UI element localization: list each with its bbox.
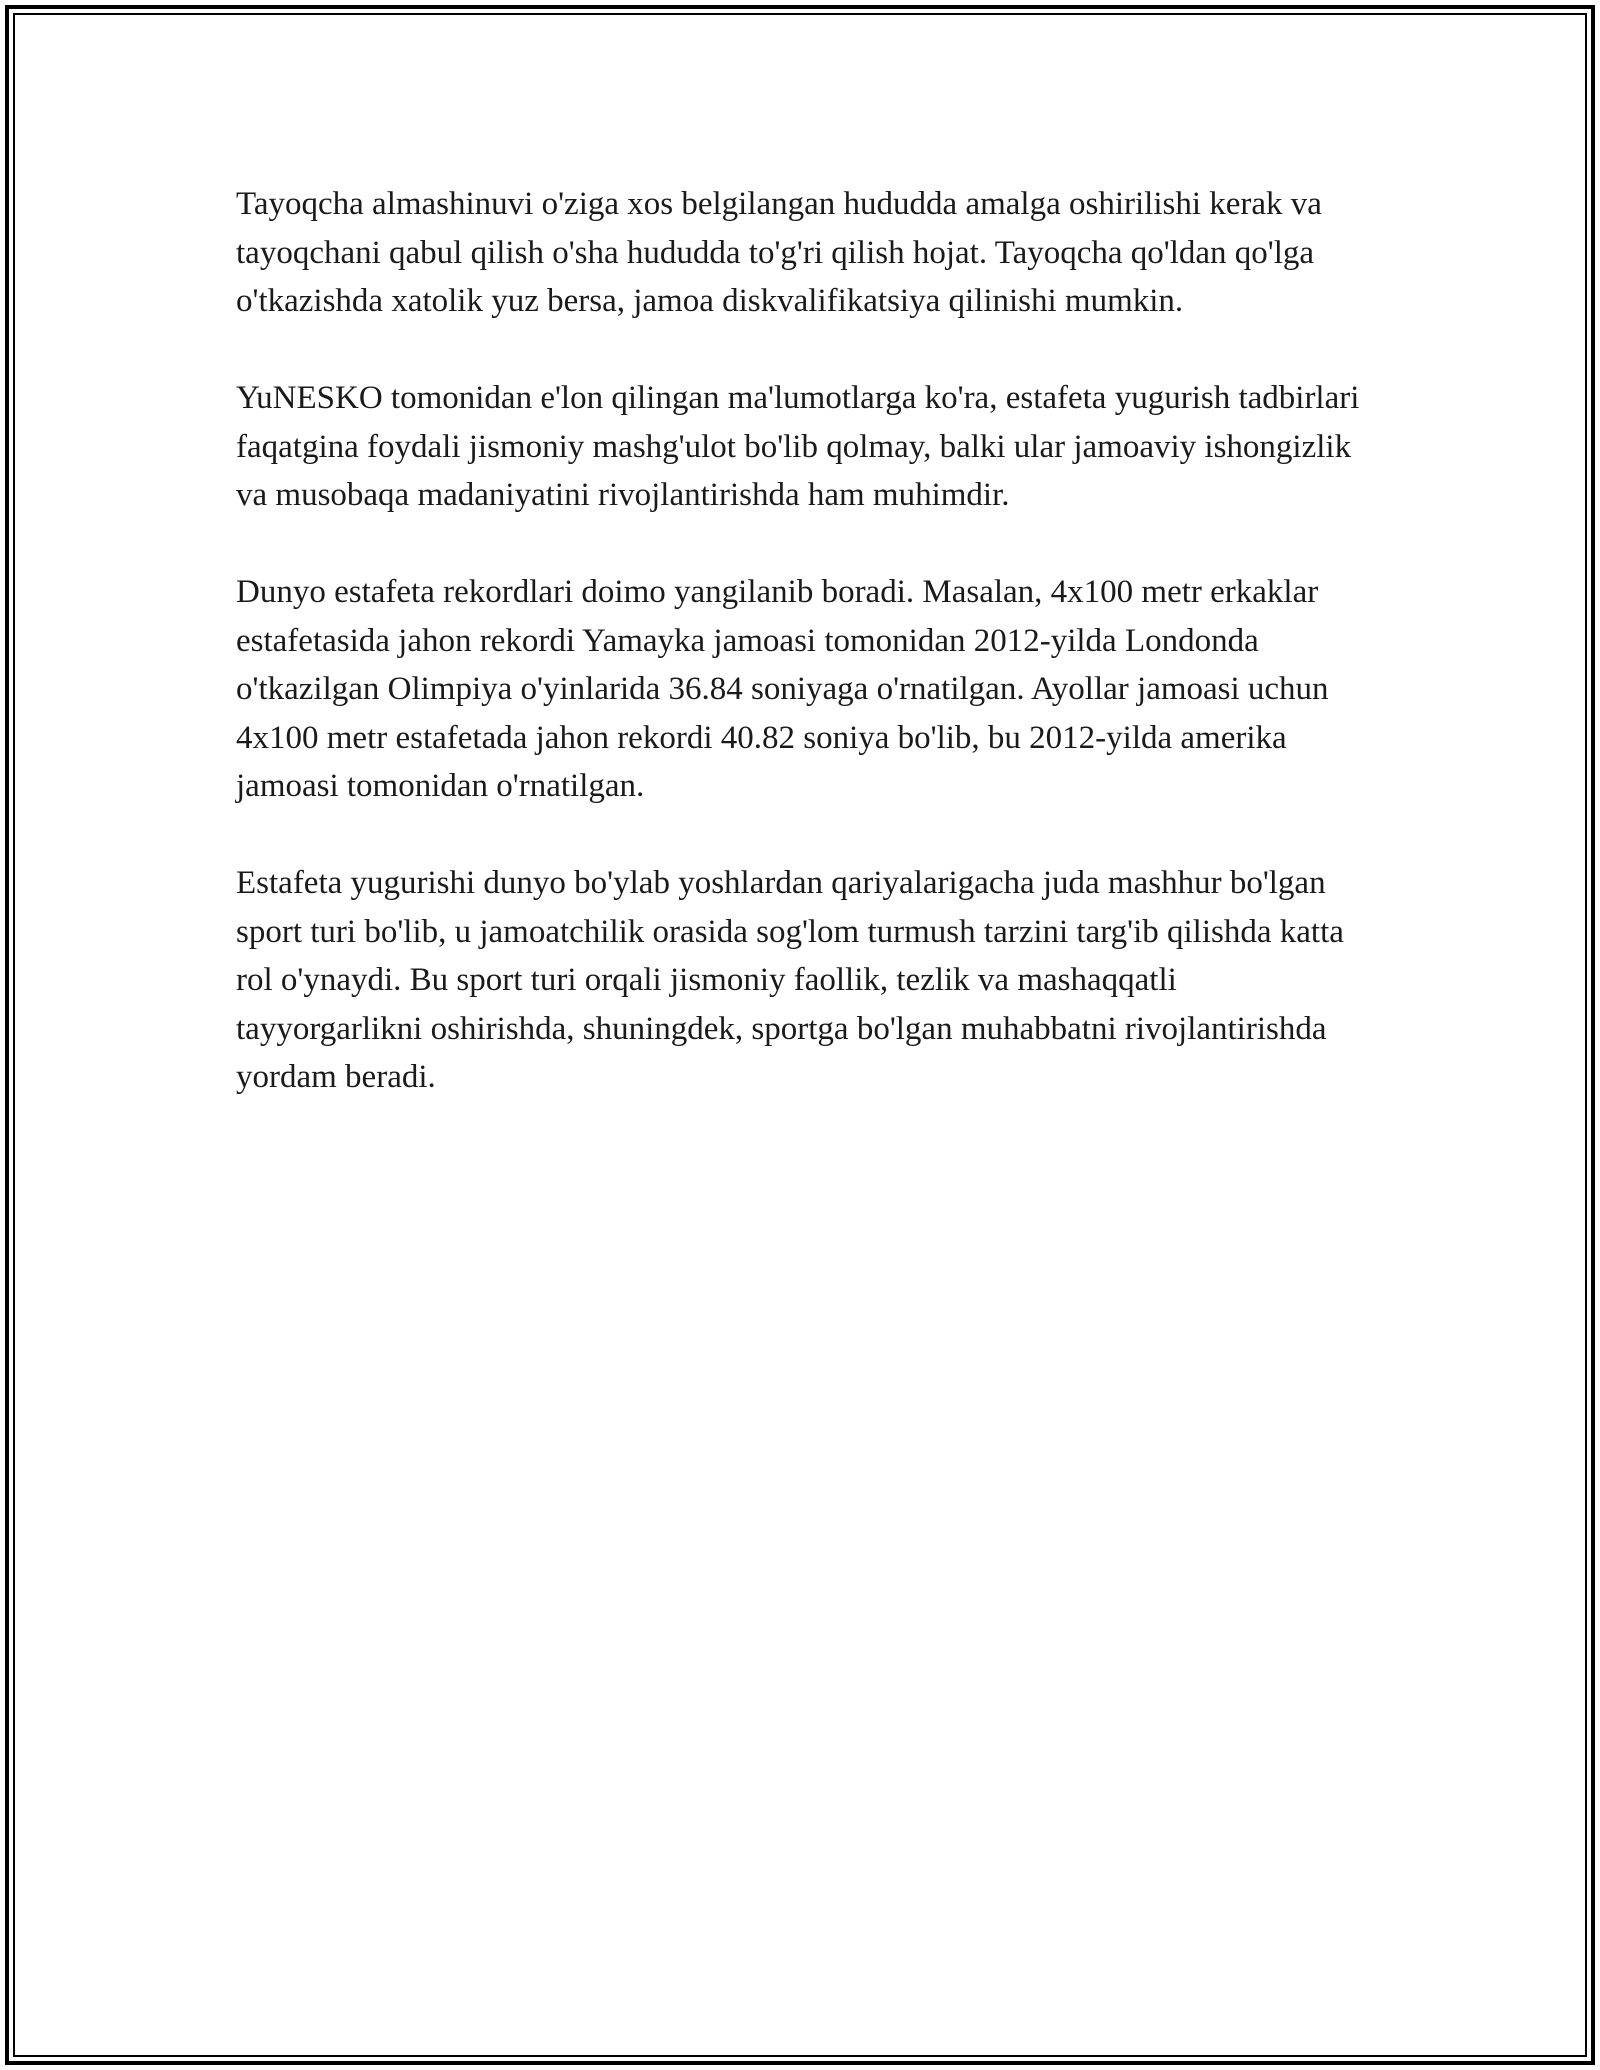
paragraph-popularity: Estafeta yugurishi dunyo bo'ylab yoshlardan qariyalarigacha juda mashhur bo'lgan sport turi bo'lib, u jamoatchilik orasida sog'lom turmush tarzini targ'ib qilishda katta rol o'ynaydi. Bu sport turi orqali jismoniy faollik, tezlik va mashaqqatli tayyorgarlikni oshirishda, shuningdek, sportga bo'lgan muhabbatni rivojlantirishda yordam beradi. xyxy=(236,865,1344,1095)
paragraph-baton-exchange: Tayoqcha almashinuvi o'ziga xos belgilangan hududda amalga oshirilishi kerak va tayoqchani qabul qilish o'sha hududda to'g'ri qilish hojat. Tayoqcha qo'ldan qo'lga o'tkazishda xatolik yuz bersa, jamoa diskvalifikatsiya qilinishi mumkin. xyxy=(236,186,1322,319)
paragraph-unesco: YuNESKO tomonidan e'lon qilingan ma'lumotlarga ko'ra, estafeta yugurish tadbirlari faqatgina foydali jismoniy mashg'ulot bo'lib qolmay, balki ular jamoaviy ishongizlik va musobaqa madaniyatini rivojlantirishda ham muhimdir. xyxy=(236,380,1360,513)
document-body xyxy=(236,180,1366,1150)
paragraph-world-records: Dunyo estafeta rekordlari doimo yangilanib boradi. Masalan, 4x100 metr erkaklar estafetasida jahon rekordi Yamayka jamoasi tomonidan 2012-yilda Londonda o'tkazilgan Olimpiya o'yinlarida 36.84 soniyaga o'rnatilgan. Ayollar jamoasi uchun 4x100 metr estafetada jahon rekordi 40.82 soniya bo'lib, bu 2012-yilda amerika jamoasi tomonidan o'rnatilgan. xyxy=(236,574,1329,804)
